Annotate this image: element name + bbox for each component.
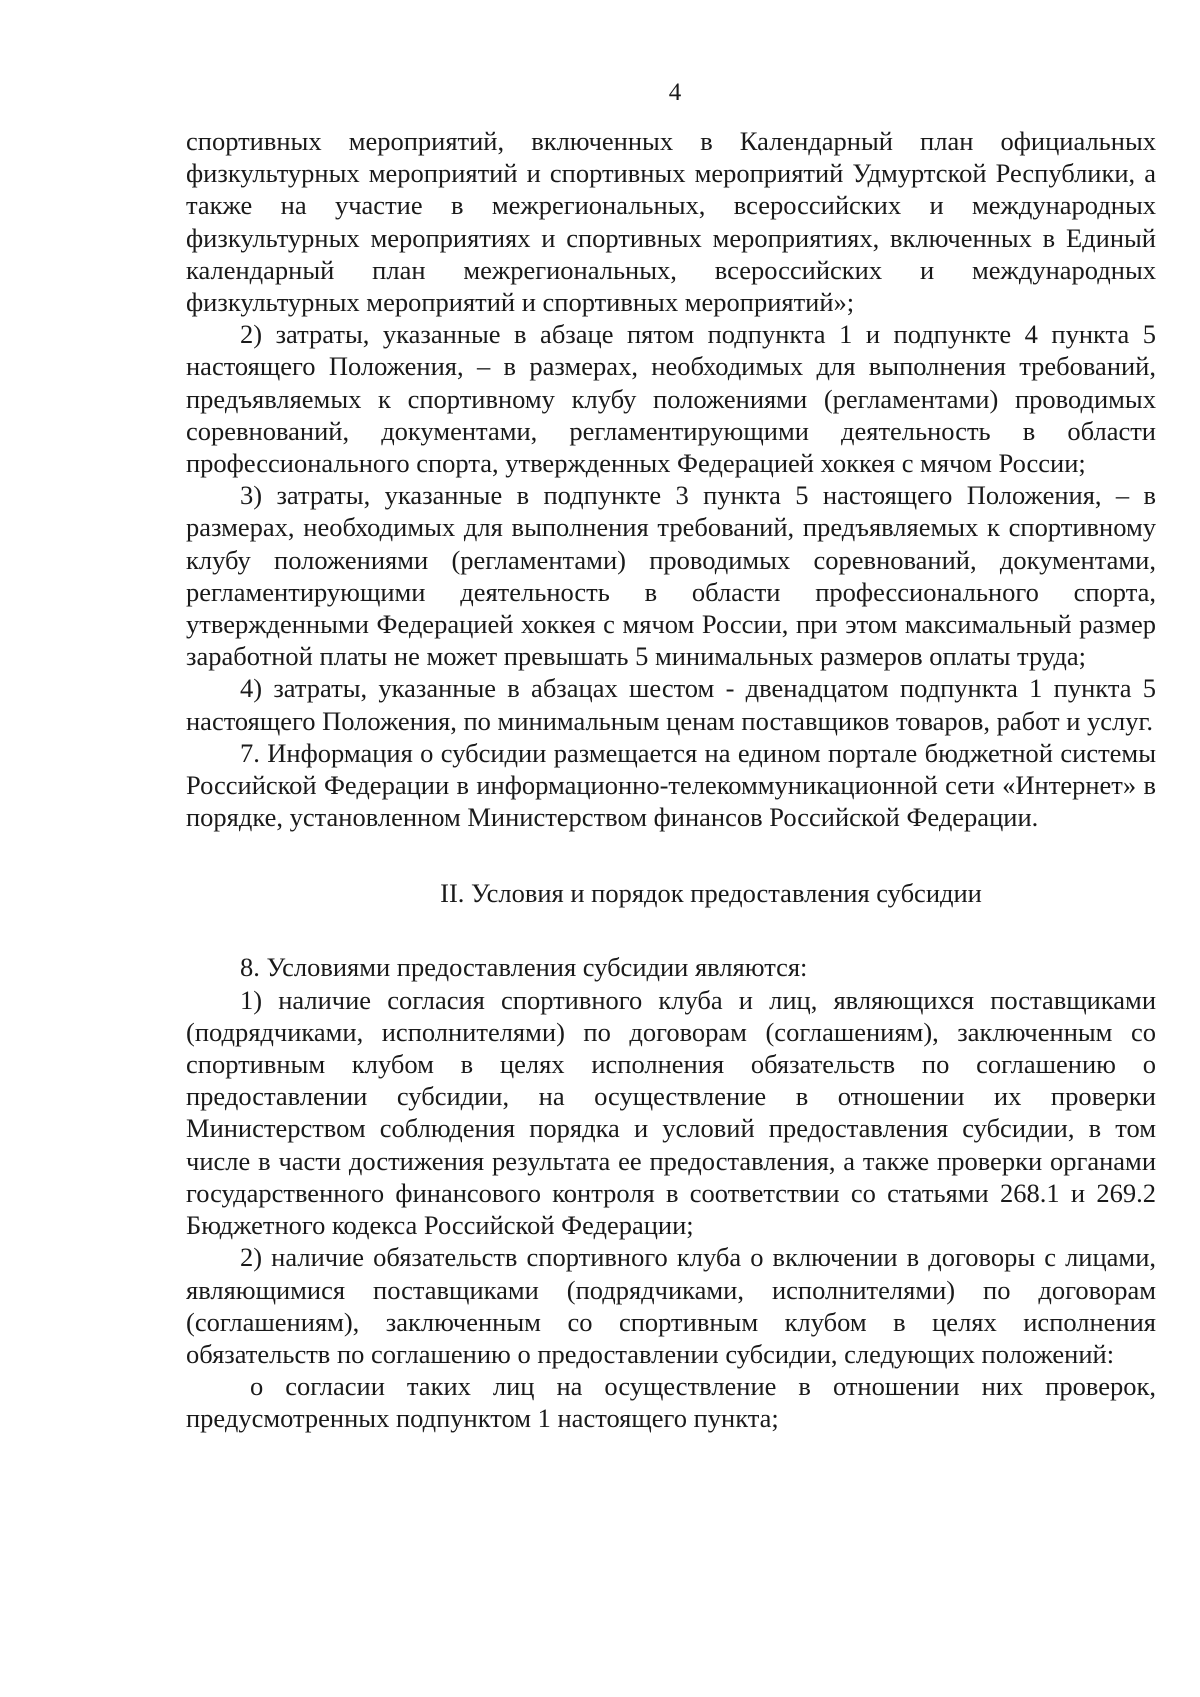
- paragraph-continuation: спортивных мероприятий, включенных в Календарный план официальных физкультурных мероприятий и спортивных мероприятий Удмуртской Республики, а также на участие в межрегиональных, всероссийских и международных физкультурных мероприятиях и спортивных мероприятиях, включенных в Единый календарный план межрегиональных, всероссийских и международных физкультурных мероприятий и спортивных мероприятий»;: [186, 126, 1156, 318]
- paragraph-item-3: 3) затраты, указанные в подпункте 3 пункта 5 настоящего Положения, – в размерах, необходимых для выполнения требований, предъявляемых к спортивному клубу положениями (регламентами) проводимых соревнований, документами, регламентирующими деятельность в области профессионального спорта, утвержденными Федерацией хоккея с мячом России, при этом максимальный размер заработной платы не может превышать 5 минимальных размеров оплаты труда;: [186, 480, 1156, 672]
- paragraph-item-4: 4) затраты, указанные в абзацах шестом - двенадцатом подпункта 1 пункта 5 настоящего Положения, по минимальным ценам поставщиков товаров, работ и услуг.: [186, 673, 1156, 736]
- paragraph-item-2: 2) затраты, указанные в абзаце пятом подпункта 1 и подпункте 4 пункта 5 настоящего Положения, – в размерах, необходимых для выполнения требований, предъявляемых к спортивному клубу положениями (регламентами) проводимых соревнований, документами, регламентирующими деятельность в области профессионального спорта, утвержденных Федерацией хоккея с мячом России;: [186, 319, 1156, 479]
- document-body: [186, 125, 1156, 1435]
- section-heading: II. Условия и порядок предоставления субсидии: [440, 878, 982, 909]
- paragraph-clause-7: 7. Информация о субсидии размещается на едином портале бюджетной системы Российской Федерации в информационно-телекоммуникационной сети «Интернет» в порядке, установленном Министерством финансов Российской Федерации.: [186, 737, 1156, 833]
- paragraph-consent-provision: о согласии таких лиц на осуществление в отношении них проверок, предусмотренных подпунктом 1 настоящего пункта;: [186, 1371, 1156, 1434]
- paragraph-clause-8: 8. Условиями предоставления субсидии являются:: [240, 952, 808, 983]
- paragraph-condition-2: 2) наличие обязательств спортивного клуба о включении в договоры с лицами, являющимися поставщиками (подрядчиками, исполнителями) по договорам (соглашениям), заключенным со спортивным клубом в целях исполнения обязательств по соглашению о предоставлении субсидии, следующих положений:: [186, 1242, 1156, 1369]
- page-number: 4: [668, 79, 682, 106]
- paragraph-condition-1: 1) наличие согласия спортивного клуба и лиц, являющихся поставщиками (подрядчиками, исполнителями) по договорам (соглашениям), заключенным со спортивным клубом в целях исполнения обязательств по соглашению о предоставлении субсидии, на осуществление в отношении их проверки Министерством соблюдения порядка и условий предоставления субсидии, в том числе в части достижения результата ее предоставления, а также проверки органами государственного финансового контроля в соответствии со статьями 268.1 и 269.2 Бюджетного кодекса Российской Федерации;: [186, 984, 1156, 1241]
